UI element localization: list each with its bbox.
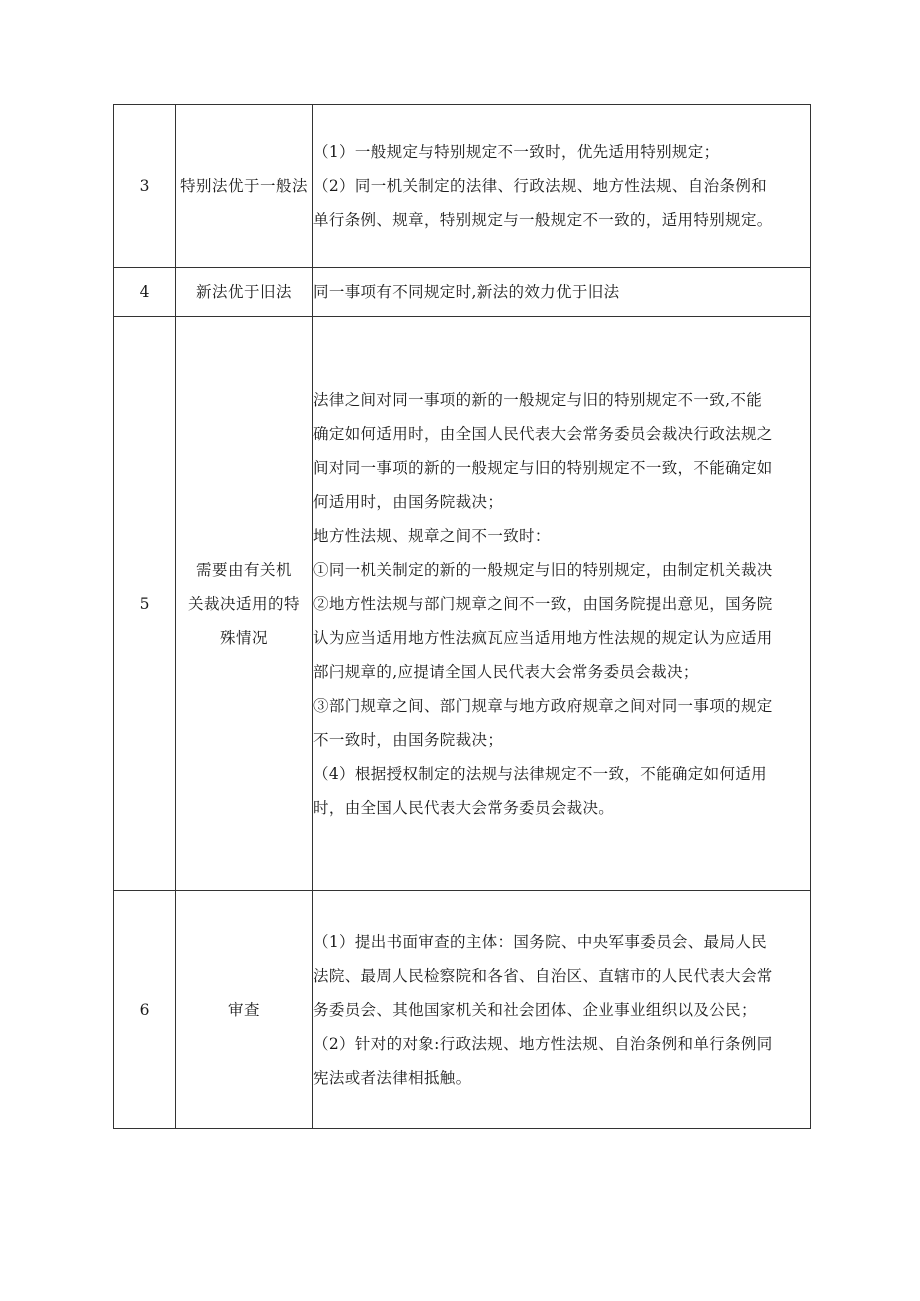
- principle-description: [313, 105, 811, 268]
- description-line: （4）根据授权制定的法规与法律规定不一致，不能确定如何适用: [313, 764, 768, 783]
- description-line: ③部门规章之间、部门规章与地方政府规章之间对同一事项的规定: [313, 696, 773, 715]
- principle-name-line: 审查: [227, 1000, 260, 1019]
- principle-name-line: 新法优于旧法: [195, 283, 292, 301]
- principle-description: [313, 891, 811, 1129]
- description-line: （1）一般规定与特别规定不一致时，优先适用特别规定；: [313, 143, 720, 161]
- row-number: 3: [114, 105, 176, 268]
- principle-name: [176, 317, 313, 891]
- description-line: ②地方性法规与部门规章之间不一致，由国务院提出意见，国务院: [313, 594, 773, 613]
- table-row-3: [114, 105, 811, 268]
- description-line: 何适用时，由国务院裁决；: [313, 492, 504, 511]
- description-line: 务委员会、其他国家机关和社会团体、企业事业组织以及公民；: [313, 1000, 757, 1019]
- row-number: 4: [114, 268, 176, 317]
- table-row-6: [114, 891, 811, 1129]
- description-line: 单行条例、规章，特别规定与一般规定不一致的，适用特别规定。: [313, 211, 773, 229]
- principle-name: [176, 891, 313, 1129]
- description-line: ①同一机关制定的新的一般规定与旧的特别规定，由制定机关裁决: [313, 560, 773, 579]
- principle-name-line: 关裁决适用的特: [187, 594, 300, 613]
- principle-name-line: 需要由有关机: [195, 560, 292, 579]
- description-line: 不一致时，由国务院裁决；: [313, 730, 504, 749]
- description-line: （1）提出书面审查的主体：国务院、中央军事委员会、最局人民: [313, 932, 768, 951]
- description-line: 部闩规章的,应提请全国人民代表大会常务委员会裁决；: [313, 662, 699, 681]
- row-number: 6: [114, 891, 176, 1129]
- description-line: （2）同一机关制定的法律、行政法规、地方性法规、自治条例和: [313, 177, 768, 195]
- principle-name-line: 殊情况: [219, 628, 268, 647]
- description-line: 法院、最周人民检察院和各省、自治区、直辖市的人民代表大会常: [313, 966, 773, 985]
- principle-name: [176, 105, 313, 268]
- principle-description: [313, 317, 811, 891]
- description-line: 宪法或者法律相抵触。: [313, 1068, 472, 1087]
- principle-name-line: 特别法优于一般法: [179, 177, 308, 195]
- principle-name: [176, 268, 313, 317]
- description-line: 认为应当适用地方性法疯瓦应当适用地方性法规的规定认为应适用: [313, 628, 773, 647]
- description-line: （2）针对的对象:行政法规、地方性法规、自治条例和单行条例同: [313, 1034, 773, 1053]
- description-line: 时，由全国人民代表大会常务委员会裁决。: [313, 798, 615, 817]
- description-line: 确定如何适用时，由全国人民代表大会常务委员会裁决行政法规之: [313, 424, 773, 443]
- principle-description: [313, 268, 811, 317]
- description-line: 法律之间对同一事项的新的一般规定与旧的特别规定不一致,不能: [313, 390, 763, 409]
- law-application-table: [113, 104, 811, 1129]
- table-row-4: [114, 268, 811, 317]
- description-line: 地方性法规、规章之间不一致时：: [313, 526, 551, 545]
- description-line: 间对同一事项的新的一般规定与旧的特别规定不一致，不能确定如: [313, 458, 773, 477]
- description-line: 同一事项有不同规定时,新法的效力优于旧法: [313, 283, 620, 301]
- table-row-5: [114, 317, 811, 891]
- row-number: 5: [114, 317, 176, 891]
